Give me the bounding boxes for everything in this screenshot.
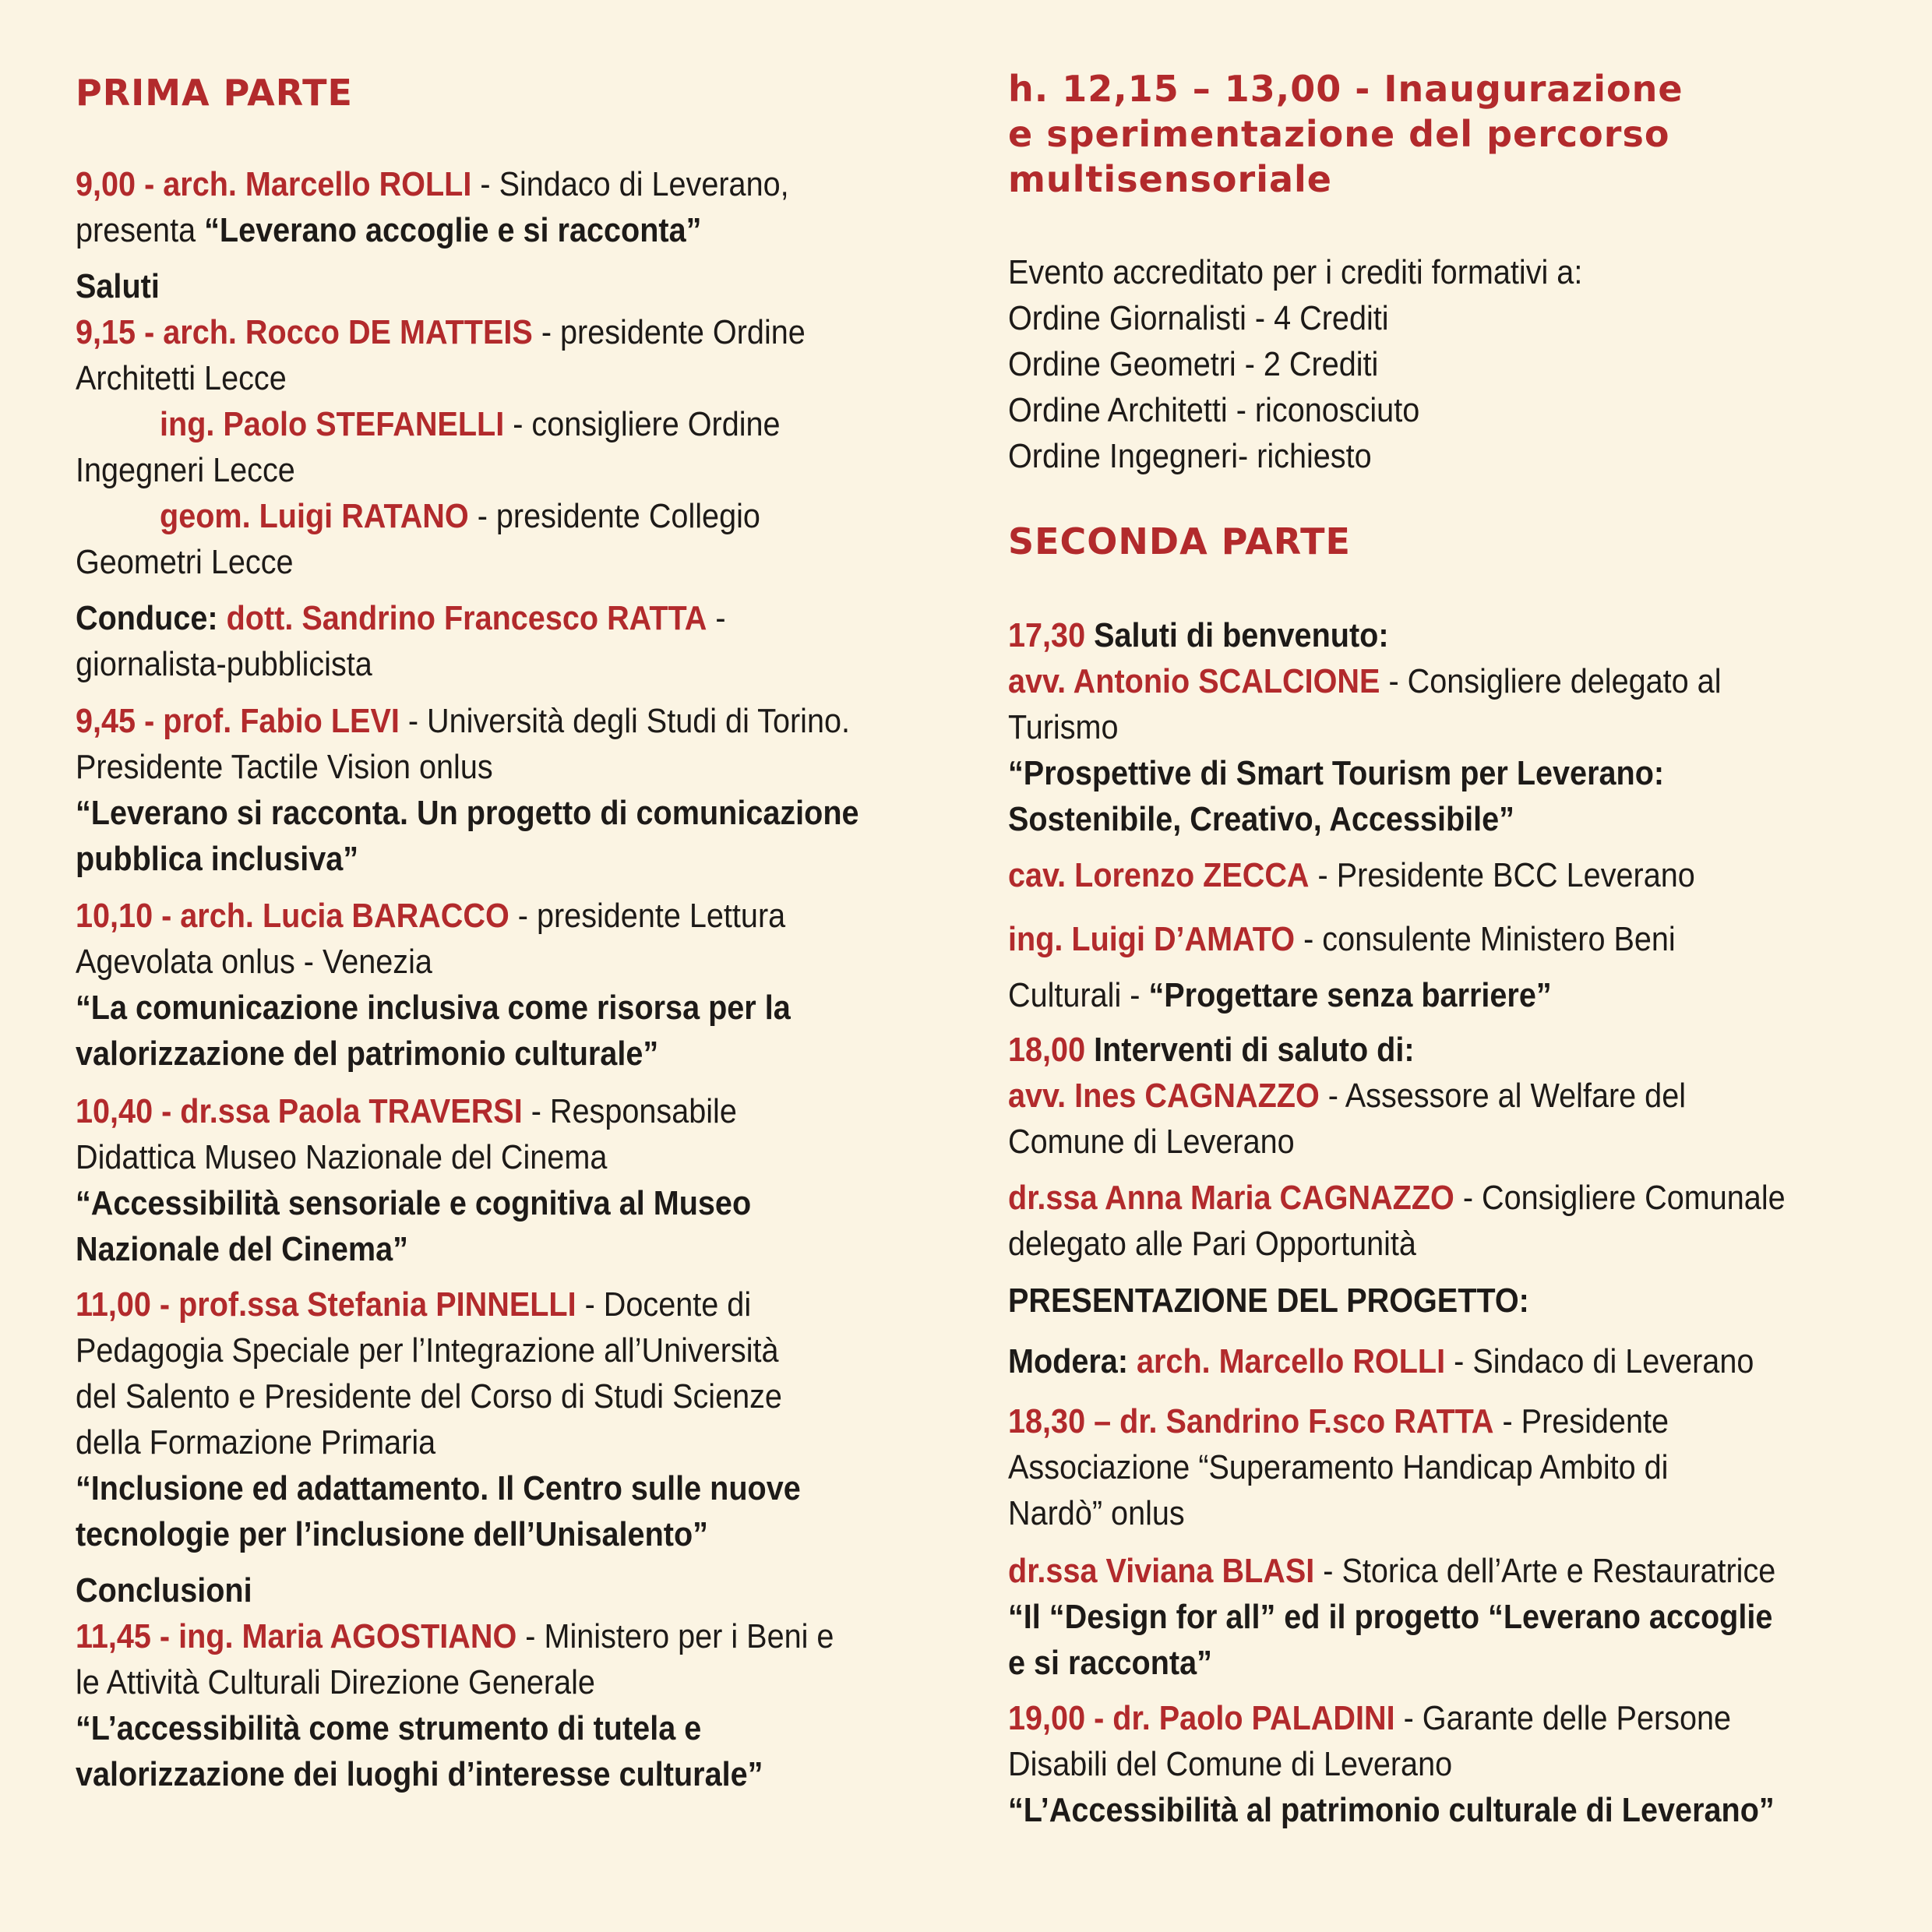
speaker-name: avv. Ines CAGNAZZO (1008, 1077, 1320, 1115)
talk-title: e si racconta” (1008, 1644, 1212, 1682)
talk-title: Sostenibile, Creativo, Accessibile” (1008, 800, 1514, 838)
speaker-name: ing. Luigi D’AMATO (1008, 920, 1296, 958)
presenta-text: presenta (76, 211, 205, 249)
speaker-role: della Formazione Primaria (76, 1423, 436, 1461)
conclusioni-label: Conclusioni (76, 1571, 252, 1609)
crediti-intro: Evento accreditato per i crediti formativi a: (1008, 253, 1583, 291)
baracco-entry (76, 893, 948, 1077)
speaker-name: arch. Marcello ROLLI (1137, 1342, 1446, 1380)
ratta-entry (1008, 1398, 1888, 1536)
speaker-name: 10,10 - arch. Lucia BARACCO (76, 897, 509, 935)
zecca-entry (1008, 852, 1888, 898)
session-time: 17,30 (1008, 616, 1086, 654)
speaker-role: Nardò” onlus (1008, 1494, 1185, 1532)
speaker-role: Architetti Lecce (76, 359, 287, 397)
speaker-role: - Consigliere Comunale (1454, 1179, 1786, 1217)
talk-title: “Accessibilità sensoriale e cognitiva al Museo (76, 1184, 752, 1222)
talk-title: pubblica inclusiva” (76, 840, 359, 878)
speaker-name: 9,00 - arch. Marcello ROLLI (76, 165, 472, 203)
speaker-name: avv. Antonio SCALCIONE (1008, 662, 1380, 700)
speaker-name: 9,15 - arch. Rocco DE MATTEIS (76, 313, 533, 351)
speaker-name: 11,00 - prof.ssa Stefania PINNELLI (76, 1285, 576, 1324)
speaker-name: 11,45 - ing. Maria AGOSTIANO (76, 1617, 517, 1655)
speaker-role: - Presidente (1493, 1402, 1669, 1440)
speaker-role: - Ministero per i Beni e (516, 1617, 834, 1655)
session-label: Saluti di benvenuto: (1085, 616, 1389, 654)
speaker-role: delegato alle Pari Opportunità (1008, 1225, 1416, 1263)
speaker-role: Pedagogia Speciale per l’Integrazione all’Università (76, 1331, 779, 1370)
presentazione-label: PRESENTAZIONE DEL PROGETTO: (1008, 1282, 1529, 1320)
speaker-role: - Sindaco di Leverano, (471, 165, 789, 203)
speaker-role: Disabili del Comune di Leverano (1008, 1745, 1453, 1783)
conduce-label: Conduce: (76, 599, 227, 637)
rolli-entry (76, 161, 948, 253)
seconda-parte-heading: SECONDA PARTE (1008, 520, 1351, 562)
speaker-role: - Garante delle Persone (1394, 1699, 1732, 1737)
speaker-name: dott. Sandrino Francesco RATTA (226, 599, 707, 637)
speaker-name: geom. Luigi RATANO (160, 497, 469, 535)
speaker-role: le Attività Culturali Direzione Generale (76, 1663, 595, 1701)
talk-title: “Leverano si racconta. Un progetto di comunicazione (76, 794, 859, 832)
speaker-role: Presidente Tactile Vision onlus (76, 748, 493, 786)
talk-title: valorizzazione dei luoghi d’interesse culturale” (76, 1755, 763, 1793)
speaker-role: Turismo (1008, 708, 1119, 746)
speaker-role: - consulente Ministero Beni (1295, 920, 1676, 958)
talk-title: Nazionale del Cinema” (76, 1230, 408, 1268)
speaker-role: Ingegneri Lecce (76, 451, 295, 489)
speaker-role: - consigliere Ordine (504, 405, 781, 443)
speaker-role: Geometri Lecce (76, 543, 294, 581)
anna-cagnazzo-entry (1008, 1175, 1888, 1267)
talk-title: “L’Accessibilità al patrimonio culturale di Leverano” (1008, 1791, 1775, 1829)
speaker-role: Culturali - (1008, 976, 1149, 1014)
talk-title: “Progettare senza barriere” (1148, 976, 1552, 1014)
speaker-name: cav. Lorenzo ZECCA (1008, 856, 1310, 894)
speaker-name: 19,00 - dr. Paolo PALADINI (1008, 1699, 1395, 1737)
talk-title: “Leverano accoglie e si racconta” (204, 211, 702, 249)
talk-title: valorizzazione del patrimonio culturale” (76, 1035, 659, 1073)
speaker-role: - Consigliere delegato al (1380, 662, 1722, 700)
presentazione-heading (1008, 1278, 1888, 1324)
credito-item: Ordine Geometri - 2 Crediti (1008, 345, 1379, 383)
damato-entry (1008, 911, 1888, 1024)
pinnelli-entry (76, 1282, 948, 1557)
credito-item: Ordine Giornalisti - 4 Crediti (1008, 299, 1389, 337)
speaker-role: - presidente Ordine (532, 313, 806, 351)
speaker-role: del Salento e Presidente del Corso di Studi Scienze (76, 1377, 782, 1416)
talk-title: “La comunicazione inclusiva come risorsa per la (76, 989, 791, 1027)
crediti-section (1008, 249, 1888, 479)
speaker-role: Agevolata onlus - Venezia (76, 943, 432, 981)
prima-parte-heading: PRIMA PARTE (76, 72, 353, 114)
speaker-role: - (707, 599, 726, 637)
speaker-name: dr.ssa Anna Maria CAGNAZZO (1008, 1179, 1454, 1217)
conclusioni-section (76, 1567, 948, 1797)
speaker-role: - presidente Lettura (509, 897, 786, 935)
blasi-entry (1008, 1548, 1888, 1686)
benvenuto-section (1008, 612, 1888, 842)
speaker-role: - Responsabile (522, 1092, 737, 1130)
credito-item: Ordine Ingegneri- richiesto (1008, 437, 1372, 475)
speaker-name: ing. Paolo STEFANELLI (160, 405, 505, 443)
speaker-role: - Università degli Studi di Torino. (399, 702, 851, 740)
levi-entry (76, 698, 948, 882)
speaker-role: - presidente Collegio (468, 497, 760, 535)
session-label: Interventi di saluto di: (1085, 1031, 1415, 1069)
speaker-role: - Assessore al Welfare del (1319, 1077, 1687, 1115)
speaker-name: 10,40 - dr.ssa Paola TRAVERSI (76, 1092, 523, 1130)
modera-label: Modera: (1008, 1342, 1137, 1380)
talk-title: “Prospettive di Smart Tourism per Leverano: (1008, 754, 1665, 792)
inaugurazione-line: e sperimentazione del percorso (1008, 113, 1670, 155)
speaker-role: giornalista-pubblicista (76, 645, 372, 683)
speaker-name: 9,45 - prof. Fabio LEVI (76, 702, 400, 740)
inaugurazione-heading (1008, 66, 1888, 202)
saluti-label: Saluti (76, 267, 160, 305)
speaker-role: - Sindaco di Leverano (1445, 1342, 1754, 1380)
speaker-role: Didattica Museo Nazionale del Cinema (76, 1138, 608, 1176)
conduce-entry (76, 595, 948, 687)
speaker-role: - Presidente BCC Leverano (1309, 856, 1695, 894)
talk-title: “L’accessibilità come strumento di tutela e (76, 1709, 702, 1747)
speaker-role: - Docente di (576, 1285, 752, 1324)
talk-title: tecnologie per l’inclusione dell’Unisalento” (76, 1515, 708, 1553)
speaker-name: 18,30 – dr. Sandrino F.sco RATTA (1008, 1402, 1494, 1440)
speaker-role: Comune di Leverano (1008, 1123, 1295, 1161)
talk-title: “Il “Design for all” ed il progetto “Leverano accoglie (1008, 1598, 1773, 1636)
session-time: 18,00 (1008, 1031, 1086, 1069)
credito-item: Ordine Architetti - riconosciuto (1008, 391, 1420, 429)
interventi-section (1008, 1027, 1888, 1165)
speaker-role: Associazione “Superamento Handicap Ambito di (1008, 1448, 1669, 1486)
inaugurazione-line: h. 12,15 – 13,00 - Inaugurazione (1008, 68, 1683, 110)
modera-entry (1008, 1338, 1888, 1384)
inaugurazione-line: multisensoriale (1008, 158, 1332, 200)
speaker-name: dr.ssa Viviana BLASI (1008, 1552, 1315, 1590)
talk-title: “Inclusione ed adattamento. Il Centro sulle nuove (76, 1469, 801, 1507)
saluti-section (76, 263, 948, 585)
traversi-entry (76, 1088, 948, 1272)
speaker-role: - Storica dell’Arte e Restauratrice (1314, 1552, 1776, 1590)
paladini-entry (1008, 1695, 1888, 1833)
